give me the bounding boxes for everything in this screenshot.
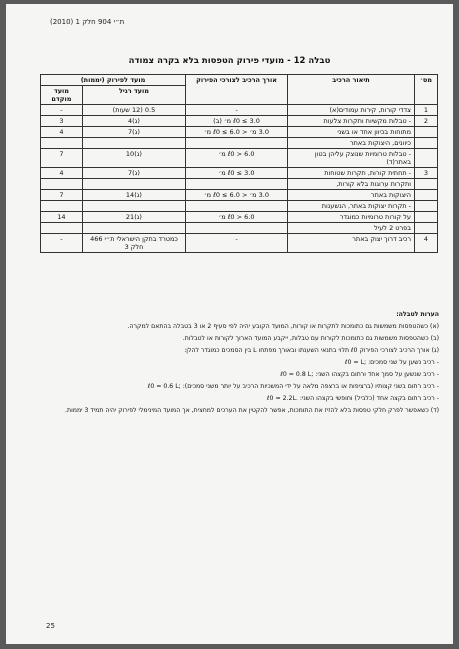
cell-normal bbox=[82, 201, 185, 212]
note-line: - רכיב רתום בשני קצותיו (ברציפות או ברצפה מלאה על ידי המשכיות הרכיב על יותר משני סמכים): ;ℓ0 = 0.6 L bbox=[147, 383, 439, 390]
cell-len: ℓ0 ≤ 3.0 מ׳ (ב) bbox=[186, 116, 288, 127]
document-page bbox=[6, 4, 453, 644]
document-header: (2010) 1 ת״י 904 חלק bbox=[50, 18, 125, 26]
formwork-table bbox=[40, 74, 438, 253]
cell-early: 7 bbox=[41, 149, 83, 168]
cell-len: - bbox=[186, 234, 288, 253]
note-line: - רכיב נשען על שני סמכים: ;ℓ0 = L bbox=[344, 359, 439, 366]
table-row bbox=[41, 105, 438, 116]
cell-no: 4 bbox=[415, 234, 438, 253]
table-row bbox=[41, 116, 438, 127]
cell-len bbox=[186, 201, 288, 212]
cell-len: ℓ0 > 6.0 מ׳ bbox=[186, 149, 288, 168]
cell-normal: (ג)7 bbox=[82, 168, 185, 179]
table-row bbox=[41, 201, 438, 212]
note-line: (א) כשהטפסות משמשות גם כתומכות לתקרות או קורות, המועד הקובע יהיה לפי סעיף 2 או 3 בטבלה בהתאם למקרה. bbox=[127, 323, 439, 330]
cell-normal: כמטרד בתקן הישראלי ת״י 466 חלק 3 bbox=[82, 234, 185, 253]
cell-len: ℓ0 > 6.0 מ׳ bbox=[186, 212, 288, 223]
cell-early bbox=[41, 201, 83, 212]
cell-no: 2 bbox=[415, 116, 438, 127]
cell-no bbox=[415, 127, 438, 138]
cell-desc: - טבלות מקשיות ותקרות צלעות bbox=[288, 116, 415, 127]
cell-desc: מתוחות בכיוון אחד או בשני bbox=[288, 127, 415, 138]
table-title: טבלה 12 - מועדי פירוק הטפסות בלא בקרה צמודה bbox=[128, 56, 331, 66]
cell-desc: ותקרות ערוגות בלא קורות, bbox=[288, 179, 415, 190]
cell-normal bbox=[82, 138, 185, 149]
cell-early: 7 bbox=[41, 190, 83, 201]
table-row bbox=[41, 234, 438, 253]
cell-len: 3.0 מ׳ < ℓ0 ≤ 6.0 מ׳ bbox=[186, 190, 288, 201]
cell-no bbox=[415, 149, 438, 168]
cell-no bbox=[415, 179, 438, 190]
cell-no: 1 bbox=[415, 105, 438, 116]
col-len: אורך הרכיב לצורכי הפירוק bbox=[186, 75, 288, 105]
cell-early: 3 bbox=[41, 116, 83, 127]
note-line: (ד) כשאפשר לפרק חלקי טפסות בלא להזיז את התומכות, אפשר להקטין את הערכים למחצית, אך המועד המינימלי לפירוק יהיה תמיד 3 יממות. bbox=[65, 407, 439, 414]
page-number: 25 bbox=[46, 622, 55, 630]
cell-normal: (ג)14 bbox=[82, 190, 185, 201]
cell-len: ℓ0 ≤ 3.0 מ׳ bbox=[186, 168, 288, 179]
col-early: מועד מוקדם bbox=[41, 86, 83, 105]
cell-len bbox=[186, 179, 288, 190]
cell-early bbox=[41, 223, 83, 234]
cell-len bbox=[186, 138, 288, 149]
cell-early: 14 bbox=[41, 212, 83, 223]
cell-no bbox=[415, 212, 438, 223]
cell-desc: היצוקות באתר bbox=[288, 190, 415, 201]
cell-desc: צדדי קורות, קירות עמודים(א) bbox=[288, 105, 415, 116]
cell-normal bbox=[82, 223, 185, 234]
cell-desc: - תקרות יצוקות באתר, הנשענות bbox=[288, 201, 415, 212]
col-group: מועד לפירוק (יממות) bbox=[41, 75, 186, 86]
cell-normal bbox=[82, 179, 185, 190]
table-row bbox=[41, 138, 438, 149]
cell-normal: (ג)21 bbox=[82, 212, 185, 223]
cell-early: - bbox=[41, 234, 83, 253]
cell-early bbox=[41, 179, 83, 190]
cell-no: 3 bbox=[415, 168, 438, 179]
col-desc: תיאור הרכיב bbox=[288, 75, 415, 105]
table-row bbox=[41, 168, 438, 179]
cell-normal: (ג)4 bbox=[82, 116, 185, 127]
cell-normal: 0.5 (12 שעות) bbox=[82, 105, 185, 116]
cell-desc: בפרט 2 לעיל bbox=[288, 223, 415, 234]
note-line: - רכיב רתום בקצה אחד (כלביל) וחופשי בקצהו השני: .ℓ0 = 2.2L bbox=[267, 395, 439, 402]
cell-normal: (ג)10 bbox=[82, 149, 185, 168]
table-notes bbox=[19, 309, 439, 417]
note-line: (ב) כשהטפסות משמשות גם כתומכות לקורות עם טבלות, ייקבע המועד הארוך לקורות או לטבלות. bbox=[182, 335, 439, 342]
cell-desc: כיוונים, היצוקות באתר bbox=[288, 138, 415, 149]
cell-len: - bbox=[186, 105, 288, 116]
cell-no bbox=[415, 223, 438, 234]
note-line: הערות לטבלה: bbox=[396, 311, 439, 318]
table-row bbox=[41, 179, 438, 190]
cell-normal: (ג)7 bbox=[82, 127, 185, 138]
table-row bbox=[41, 127, 438, 138]
cell-no bbox=[415, 138, 438, 149]
cell-no bbox=[415, 190, 438, 201]
cell-early: - bbox=[41, 105, 83, 116]
cell-early: 4 bbox=[41, 127, 83, 138]
cell-desc: - תחתית קורות, תקרות שטוחות bbox=[288, 168, 415, 179]
table-row bbox=[41, 190, 438, 201]
note-line: (ג) אורך הרכיב לצורכי הפירוק ℓ0 תלוי בתנאי השענתו ובאורך מפתחו L בין הסמכים כמוגדר להלן: bbox=[184, 347, 439, 354]
table-row bbox=[41, 212, 438, 223]
cell-early bbox=[41, 138, 83, 149]
table-row bbox=[41, 149, 438, 168]
col-no: מס׳ bbox=[415, 75, 438, 105]
cell-len bbox=[186, 223, 288, 234]
cell-early: 4 bbox=[41, 168, 83, 179]
note-line: - רכיב שנשען על סמך אחד ורתום בקצהו השני: ;ℓ0 = 0.8 L bbox=[280, 371, 439, 378]
cell-no bbox=[415, 201, 438, 212]
cell-len: 3.0 מ׳ < ℓ0 ≤ 6.0 מ׳ bbox=[186, 127, 288, 138]
table-row bbox=[41, 223, 438, 234]
cell-desc: על קורות טרומיות כמוגדר bbox=[288, 212, 415, 223]
cell-desc: רכיב דרוך יצוק באתר bbox=[288, 234, 415, 253]
cell-desc: - טבלות טרומיות שנוצק עליהן בטון באתר(ד) bbox=[288, 149, 415, 168]
col-normal: מועד רגיל bbox=[82, 86, 185, 105]
